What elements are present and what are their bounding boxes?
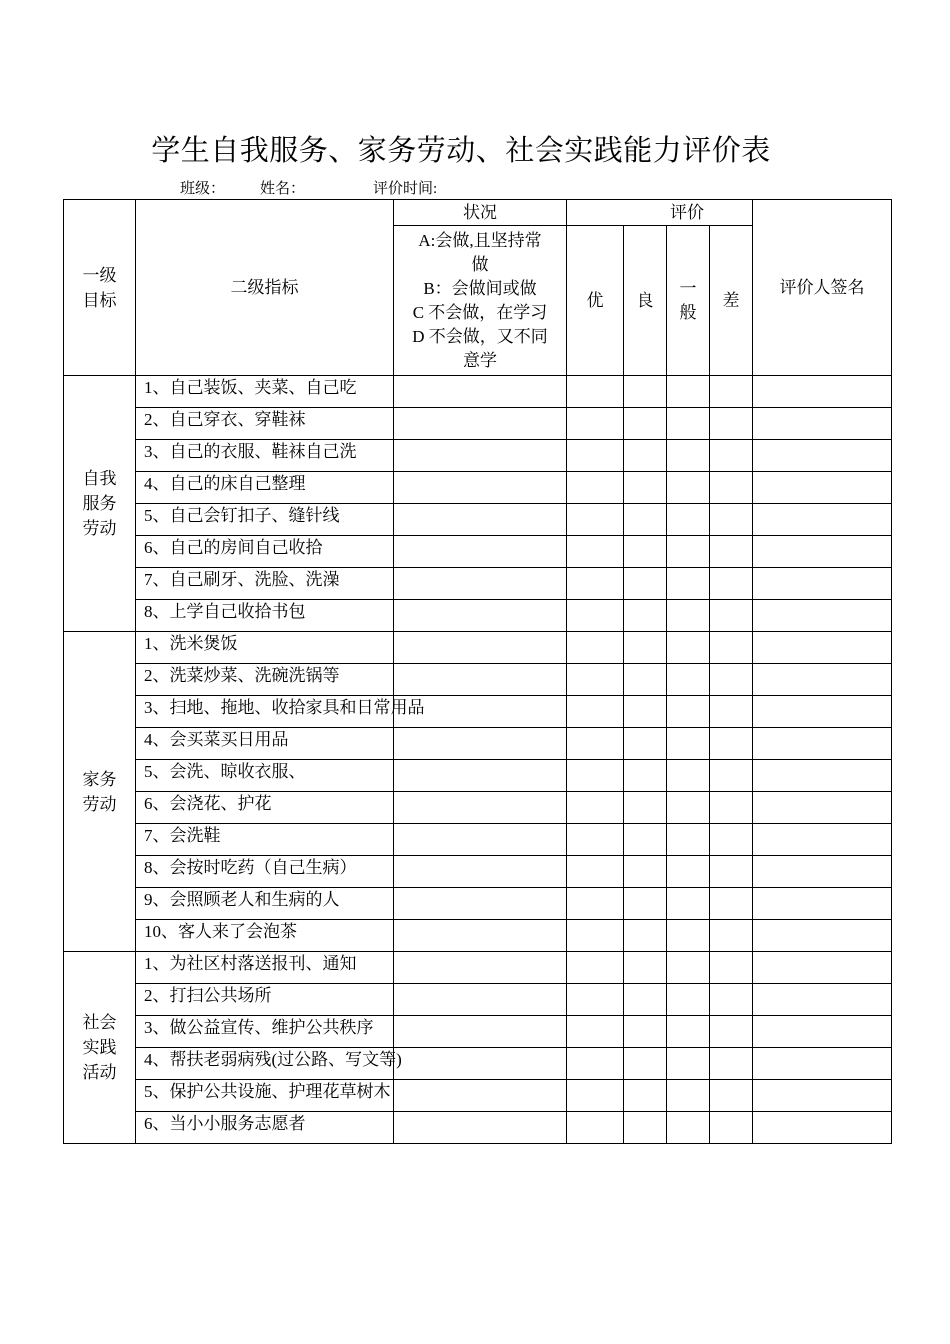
status-cell[interactable] — [394, 408, 567, 440]
table-row — [64, 1048, 892, 1080]
grade-excellent-cell[interactable] — [567, 1112, 624, 1144]
grade-excellent-cell[interactable] — [567, 1016, 624, 1048]
grade-average-cell[interactable] — [667, 984, 710, 1016]
grade-good-cell[interactable] — [624, 696, 667, 728]
status-cell[interactable] — [394, 760, 567, 792]
grade-good-cell[interactable] — [624, 568, 667, 600]
signature-cell[interactable] — [753, 856, 892, 888]
table-row — [64, 472, 892, 504]
signature-cell[interactable] — [753, 920, 892, 952]
grade-average-cell[interactable] — [667, 952, 710, 984]
indicator-cell — [136, 920, 394, 952]
grade-excellent-cell[interactable] — [567, 728, 624, 760]
indicator-text: 8、上学自己收拾书包 — [144, 602, 306, 621]
grade-poor-cell[interactable] — [710, 856, 753, 888]
signature-cell[interactable] — [753, 1080, 892, 1112]
grade-average-cell[interactable] — [667, 1080, 710, 1112]
grade-good-cell[interactable] — [624, 856, 667, 888]
category-name-line: 社会 — [82, 1013, 117, 1032]
grade-average-line: 一 — [679, 278, 697, 298]
indicator-cell — [136, 952, 394, 984]
signature-cell[interactable] — [753, 792, 892, 824]
grade-average-cell[interactable] — [667, 824, 710, 856]
indicator-cell — [136, 696, 425, 728]
grade-poor-cell[interactable] — [710, 1080, 753, 1112]
grade-poor-cell[interactable] — [710, 1112, 753, 1144]
signature-cell[interactable] — [753, 408, 892, 440]
grade-average-cell[interactable] — [667, 408, 710, 440]
grade-poor-cell[interactable] — [710, 920, 753, 952]
signature-cell[interactable] — [753, 952, 892, 984]
page-title: 学生自我服务、家务劳动、社会实践能力评价表 — [151, 135, 771, 167]
indicator-text: 3、自己的衣服、鞋袜自己洗 — [144, 442, 357, 461]
grade-average-cell[interactable] — [667, 440, 710, 472]
grade-average-cell[interactable] — [667, 600, 710, 632]
grade-poor-cell[interactable] — [710, 568, 753, 600]
grade-good-cell[interactable] — [624, 664, 667, 696]
grade-average-cell[interactable] — [667, 920, 710, 952]
grade-poor-cell[interactable] — [710, 1048, 753, 1080]
category-name-line: 服务 — [82, 494, 117, 513]
status-cell[interactable] — [394, 984, 567, 1016]
indicator-cell — [136, 1016, 394, 1048]
category-name — [64, 632, 136, 952]
category-name-line: 自我 — [82, 469, 117, 488]
indicator-text: 5、自己会钉扣子、缝针线 — [144, 506, 340, 525]
grade-excellent-cell[interactable] — [567, 1080, 624, 1112]
status-cell[interactable] — [394, 1016, 567, 1048]
table-row — [64, 536, 892, 568]
indicator-text: 7、自己刷牙、洗脸、洗澡 — [144, 570, 340, 589]
grade-excellent-cell[interactable] — [567, 824, 624, 856]
indicator-text: 2、自己穿衣、穿鞋袜 — [144, 410, 306, 429]
grade-poor-cell[interactable] — [710, 1016, 753, 1048]
indicator-cell — [136, 728, 394, 760]
indicator-cell — [136, 376, 394, 408]
indicator-text: 10、客人来了会泡茶 — [144, 922, 297, 941]
status-cell[interactable] — [394, 920, 567, 952]
signature-cell[interactable] — [753, 728, 892, 760]
indicator-cell — [136, 824, 394, 856]
grade-good-cell[interactable] — [624, 1016, 667, 1048]
signature-cell[interactable] — [753, 440, 892, 472]
table-row — [64, 632, 892, 664]
grade-poor-cell[interactable] — [710, 472, 753, 504]
grade-good-cell[interactable] — [624, 728, 667, 760]
indicator-text: 3、做公益宣传、维护公共秩序 — [144, 1018, 374, 1037]
status-cell[interactable] — [394, 504, 567, 536]
grade-good-cell[interactable] — [624, 888, 667, 920]
signature-cell[interactable] — [753, 760, 892, 792]
indicator-text: 2、打扫公共场所 — [144, 986, 272, 1005]
grade-good-cell[interactable] — [624, 600, 667, 632]
grade-poor-cell[interactable] — [710, 952, 753, 984]
indicator-cell — [136, 536, 394, 568]
indicator-text: 8、会按时吃药（自己生病） — [144, 858, 357, 877]
grade-good-cell[interactable] — [624, 792, 667, 824]
grade-average-cell[interactable] — [667, 888, 710, 920]
grade-good-cell[interactable] — [624, 952, 667, 984]
indicator-text: 6、自己的房间自己收拾 — [144, 538, 323, 557]
grade-good-cell[interactable] — [624, 632, 667, 664]
grade-excellent-cell[interactable] — [567, 696, 624, 728]
grade-poor: 差 — [710, 226, 753, 376]
grade-average-cell[interactable] — [667, 536, 710, 568]
grade-excellent-cell[interactable] — [567, 568, 624, 600]
grade-excellent-cell[interactable] — [567, 856, 624, 888]
grade-good-cell[interactable] — [624, 472, 667, 504]
indicator-cell — [136, 408, 394, 440]
category-name — [64, 952, 136, 1144]
header-level1 — [64, 200, 136, 376]
table-row — [64, 1112, 892, 1144]
grade-excellent-cell[interactable] — [567, 1048, 624, 1080]
status-legend — [394, 226, 567, 376]
status-cell[interactable] — [394, 440, 567, 472]
grade-poor-cell[interactable] — [710, 760, 753, 792]
indicator-text: 1、为社区村落送报刊、通知 — [144, 954, 357, 973]
grade-excellent-cell[interactable] — [567, 440, 624, 472]
grade-average-cell[interactable] — [667, 568, 710, 600]
signature-cell[interactable] — [753, 472, 892, 504]
name-label: 姓名： — [260, 181, 306, 197]
status-legend-line: 意学 — [463, 350, 497, 370]
indicator-text: 9、会照顾老人和生病的人 — [144, 890, 340, 909]
status-cell[interactable] — [394, 1112, 567, 1144]
signature-cell[interactable] — [753, 600, 892, 632]
status-cell[interactable] — [394, 536, 567, 568]
grade-excellent-cell[interactable] — [567, 664, 624, 696]
grade-good-cell[interactable] — [624, 1080, 667, 1112]
table-row — [64, 600, 892, 632]
signature-cell[interactable] — [753, 984, 892, 1016]
indicator-text: 4、会买菜买日用品 — [144, 730, 289, 749]
category-name-line: 家务 — [82, 769, 117, 789]
grade-excellent-cell[interactable] — [567, 600, 624, 632]
status-legend-line: 做 — [471, 254, 489, 274]
status-cell[interactable] — [394, 1048, 567, 1080]
grade-good-cell[interactable] — [624, 1048, 667, 1080]
grade-average-cell[interactable] — [667, 856, 710, 888]
status-cell[interactable] — [394, 856, 567, 888]
indicator-cell — [136, 760, 394, 792]
indicator-cell — [136, 632, 394, 664]
indicator-cell — [136, 440, 394, 472]
indicator-cell — [136, 792, 394, 824]
indicator-text: 5、保护公共设施、护理花草树木 — [144, 1082, 391, 1101]
table-row — [64, 696, 892, 728]
grade-good-cell[interactable] — [624, 824, 667, 856]
grade-average-cell[interactable] — [667, 792, 710, 824]
grade-poor-cell[interactable] — [710, 536, 753, 568]
signature-cell[interactable] — [753, 504, 892, 536]
header-level1-line: 一级 — [82, 265, 117, 285]
grade-excellent-cell[interactable] — [567, 920, 624, 952]
table-row — [64, 984, 892, 1016]
header-level2: 二级指标 — [136, 200, 394, 376]
grade-excellent-cell[interactable] — [567, 472, 624, 504]
grade-excellent-cell[interactable] — [567, 792, 624, 824]
grade-good-cell[interactable] — [624, 504, 667, 536]
grade-excellent: 优 — [567, 226, 624, 376]
indicator-cell — [136, 1048, 402, 1080]
grade-good-cell[interactable] — [624, 376, 667, 408]
signature-cell[interactable] — [753, 376, 892, 408]
indicator-text: 1、洗米煲饭 — [144, 634, 238, 653]
grade-good-cell[interactable] — [624, 984, 667, 1016]
indicator-text: 3、扫地、拖地、收拾家具和日常用品 — [144, 698, 425, 717]
indicator-text: 2、洗菜炒菜、洗碗洗锅等 — [144, 666, 340, 685]
grade-average-line: 般 — [679, 302, 697, 322]
indicator-text: 6、当小小服务志愿者 — [144, 1114, 306, 1133]
grade-poor-cell[interactable] — [710, 408, 753, 440]
grade-excellent-cell[interactable] — [567, 408, 624, 440]
grade-excellent-cell[interactable] — [567, 632, 624, 664]
status-legend-line: C 不会做，在学习 — [412, 302, 548, 322]
table-row — [64, 504, 892, 536]
grade-good: 良 — [624, 226, 667, 376]
grade-average-cell[interactable] — [667, 696, 710, 728]
signature-cell[interactable] — [753, 664, 892, 696]
signature-cell[interactable] — [753, 1048, 892, 1080]
grade-average-cell[interactable] — [667, 504, 710, 536]
indicator-text: 6、会浇花、护花 — [144, 794, 272, 813]
evaluation-table — [63, 199, 892, 1144]
status-legend-line: A:会做,且坚持常 — [418, 230, 542, 250]
grade-good-cell[interactable] — [624, 408, 667, 440]
grade-poor-cell[interactable] — [710, 504, 753, 536]
grade-average-cell[interactable] — [667, 1112, 710, 1144]
table-row — [64, 792, 892, 824]
grade-average-cell[interactable] — [667, 760, 710, 792]
table-row — [64, 1016, 892, 1048]
signature-cell[interactable] — [753, 632, 892, 664]
status-cell[interactable] — [394, 632, 567, 664]
table-row — [64, 664, 892, 696]
signature-cell[interactable] — [753, 536, 892, 568]
grade-average-cell[interactable] — [667, 472, 710, 504]
grade-poor-cell[interactable] — [710, 440, 753, 472]
grade-excellent-cell[interactable] — [567, 504, 624, 536]
indicator-text: 4、帮扶老弱病残(过公路、写文等) — [144, 1050, 402, 1069]
indicator-text: 4、自己的床自己整理 — [144, 474, 306, 493]
status-cell[interactable] — [394, 376, 567, 408]
table-row — [64, 376, 892, 408]
table-row — [64, 1080, 892, 1112]
status-cell[interactable] — [394, 664, 567, 696]
grade-average-cell[interactable] — [667, 728, 710, 760]
grade-poor-cell[interactable] — [710, 824, 753, 856]
status-cell[interactable] — [394, 888, 567, 920]
indicator-cell — [136, 1080, 394, 1112]
table-row — [64, 952, 892, 984]
table-row — [64, 760, 892, 792]
grade-excellent-cell[interactable] — [567, 952, 624, 984]
grade-good-cell[interactable] — [624, 920, 667, 952]
indicator-text: 1、自己装饭、夹菜、自己吃 — [144, 378, 357, 397]
signature-cell[interactable] — [753, 1112, 892, 1144]
grade-excellent-cell[interactable] — [567, 888, 624, 920]
grade-excellent-cell[interactable] — [567, 536, 624, 568]
grade-poor-cell[interactable] — [710, 728, 753, 760]
grade-poor-cell[interactable] — [710, 376, 753, 408]
grade-average-cell[interactable] — [667, 664, 710, 696]
table-row — [64, 728, 892, 760]
evaluation-time-label: 评价时间: — [373, 181, 438, 197]
table-row — [64, 408, 892, 440]
category-name-line: 劳动 — [82, 519, 117, 538]
grade-poor-cell[interactable] — [710, 632, 753, 664]
status-cell[interactable] — [394, 952, 567, 984]
indicator-cell — [136, 984, 394, 1016]
table-row — [64, 568, 892, 600]
grade-excellent-cell[interactable] — [567, 376, 624, 408]
status-cell[interactable] — [394, 824, 567, 856]
grade-excellent-cell[interactable] — [567, 760, 624, 792]
status-legend-line: D 不会做，又不同 — [412, 326, 548, 346]
grade-average-cell[interactable] — [667, 1016, 710, 1048]
indicator-text: 7、会洗鞋 — [144, 826, 221, 845]
table-row — [64, 856, 892, 888]
grade-good-cell[interactable] — [624, 536, 667, 568]
signature-cell[interactable] — [753, 1016, 892, 1048]
indicator-text: 5、会洗、晾收衣服、 — [144, 762, 306, 781]
status-cell[interactable] — [394, 568, 567, 600]
indicator-cell — [136, 600, 394, 632]
grade-excellent-cell[interactable] — [567, 984, 624, 1016]
grade-average-cell[interactable] — [667, 376, 710, 408]
grade-good-cell[interactable] — [624, 760, 667, 792]
category-name-line: 活动 — [82, 1063, 117, 1082]
status-cell[interactable] — [394, 600, 567, 632]
status-cell[interactable] — [394, 792, 567, 824]
table-row — [64, 888, 892, 920]
table-row — [64, 920, 892, 952]
grade-poor-cell[interactable] — [710, 984, 753, 1016]
indicator-cell — [136, 472, 394, 504]
indicator-cell — [136, 1112, 394, 1144]
indicator-cell — [136, 568, 394, 600]
grade-poor-cell[interactable] — [710, 696, 753, 728]
status-cell[interactable] — [394, 728, 567, 760]
header-level1-line: 目标 — [82, 290, 117, 310]
status-cell[interactable] — [394, 472, 567, 504]
indicator-cell — [136, 504, 394, 536]
indicator-cell — [136, 888, 394, 920]
grade-average — [667, 226, 710, 376]
indicator-cell — [136, 856, 394, 888]
table-row — [64, 824, 892, 856]
category-name-line: 实践 — [82, 1038, 117, 1057]
grade-good-cell[interactable] — [624, 1112, 667, 1144]
grade-good-cell[interactable] — [624, 440, 667, 472]
category-name — [64, 376, 136, 632]
header-status: 状况 — [394, 200, 567, 226]
indicator-cell — [136, 664, 394, 696]
table-row — [64, 440, 892, 472]
header-signature: 评价人签名 — [753, 200, 892, 376]
class-label: 班级： — [180, 181, 226, 197]
signature-cell[interactable] — [753, 696, 892, 728]
header-evaluation: 评价 — [567, 200, 753, 226]
signature-cell[interactable] — [753, 824, 892, 856]
grade-poor-cell[interactable] — [710, 792, 753, 824]
grade-poor-cell[interactable] — [710, 888, 753, 920]
status-cell[interactable] — [394, 1080, 567, 1112]
grade-average-cell[interactable] — [667, 1048, 710, 1080]
grade-poor-cell[interactable] — [710, 600, 753, 632]
signature-cell[interactable] — [753, 888, 892, 920]
grade-average-cell[interactable] — [667, 632, 710, 664]
grade-poor-cell[interactable] — [710, 664, 753, 696]
signature-cell[interactable] — [753, 568, 892, 600]
category-name-line: 劳动 — [82, 794, 117, 814]
status-legend-line: B：会做间或做 — [423, 278, 537, 298]
